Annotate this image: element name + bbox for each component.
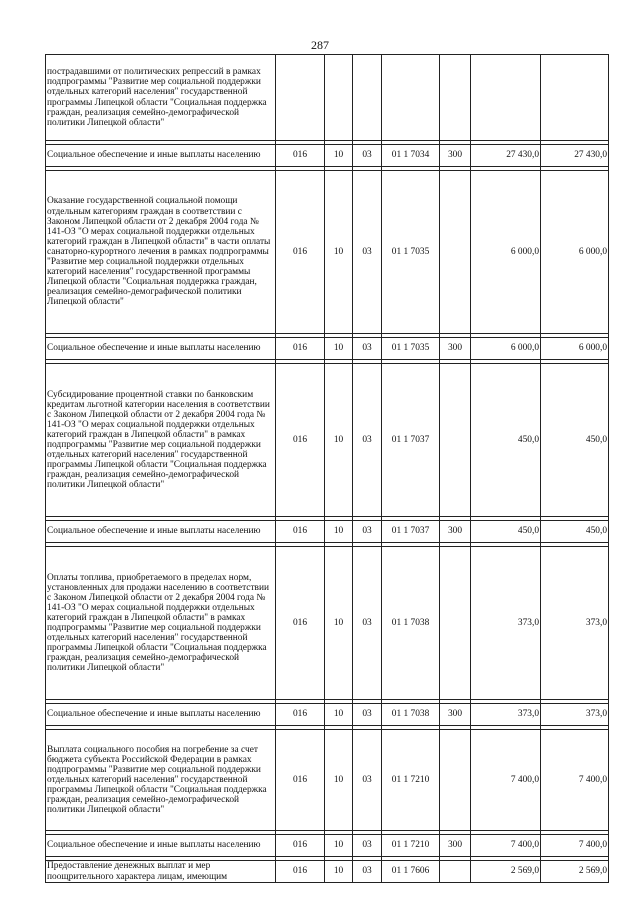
amount-2: 373,0 (541, 704, 609, 726)
subsection-code: 03 (353, 835, 382, 857)
section-code: 10 (325, 171, 353, 334)
table-row (46, 521, 609, 543)
amount-2 (541, 55, 609, 141)
amount-2: 450,0 (541, 364, 609, 517)
amount-1: 6 000,0 (471, 171, 541, 334)
amount-2: 6 000,0 (541, 171, 609, 334)
expense-type-code (440, 171, 471, 334)
budget-table (45, 54, 609, 883)
ministry-code: 016 (276, 171, 325, 334)
target-article-code: 01 1 7034 (382, 145, 440, 167)
budget-table-body (46, 55, 609, 883)
section-code: 10 (325, 730, 353, 831)
row-description: Оказание государственной социальной помощи отдельным категориям граждан в соответствии с Законом Липецкой области от 2 декабря 2004 года № 141-ОЗ "О мерах социальной поддержки отдельных категорий граждан в Липецкой области" в части оплаты санаторно-курортного лечения в рамках подпрограммы "Развитие мер социальной поддержки отдельных категорий населения" государственной программы Липецкой области "Социальная поддержка граждан, реализация семейно-демографической политики Липецкой области" (46, 171, 276, 334)
amount-2: 6 000,0 (541, 338, 609, 360)
subsection-code: 03 (353, 364, 382, 517)
amount-1: 450,0 (471, 521, 541, 543)
ministry-code: 016 (276, 145, 325, 167)
expense-type-code: 300 (440, 145, 471, 167)
section-code: 10 (325, 521, 353, 543)
amount-2: 7 400,0 (541, 730, 609, 831)
ministry-code: 016 (276, 730, 325, 831)
amount-1: 7 400,0 (471, 730, 541, 831)
section-code: 10 (325, 861, 353, 883)
table-row (46, 547, 609, 700)
row-description: Предоставление денежных выплат и мер поощрительного характера лицам, имеющим (46, 861, 276, 883)
target-article-code: 01 1 7210 (382, 835, 440, 857)
row-description: Социальное обеспечение и иные выплаты населению (46, 704, 276, 726)
table-row (46, 55, 609, 141)
table-row (46, 730, 609, 831)
section-code: 10 (325, 547, 353, 700)
row-description: Социальное обеспечение и иные выплаты населению (46, 338, 276, 360)
amount-2: 450,0 (541, 521, 609, 543)
row-description: Выплата социального пособия на погребение за счет бюджета субъекта Российской Федерации в рамках подпрограммы "Развитие мер социальной поддержки отдельных категорий населения" государственной программы Липецкой области "Социальная поддержка граждан, реализация семейно-демографической политики Липецкой области" (46, 730, 276, 831)
section-code: 10 (325, 704, 353, 726)
target-article-code: 01 1 7038 (382, 704, 440, 726)
subsection-code: 03 (353, 171, 382, 334)
target-article-code: 01 1 7035 (382, 338, 440, 360)
target-article-code: 01 1 7037 (382, 364, 440, 517)
table-row (46, 338, 609, 360)
subsection-code: 03 (353, 521, 382, 543)
expense-type-code: 300 (440, 704, 471, 726)
amount-2: 27 430,0 (541, 145, 609, 167)
row-description: Социальное обеспечение и иные выплаты населению (46, 145, 276, 167)
ministry-code: 016 (276, 521, 325, 543)
expense-type-code (440, 55, 471, 141)
amount-1: 7 400,0 (471, 835, 541, 857)
section-code: 10 (325, 145, 353, 167)
row-description: Субсидирование процентной ставки по банковским кредитам льготной категории населения в соответствии с Законом Липецкой области от 2 декабря 2004 года № 141-ОЗ "О мерах социальной поддержки отдельных категорий граждан в Липецкой области" в рамках подпрограммы "Развитие мер социальной поддержки отдельных категорий населения" государственной программы Липецкой области "Социальная поддержка граждан, реализация семейно-демографической политики Липецкой области" (46, 364, 276, 517)
subsection-code: 03 (353, 704, 382, 726)
ministry-code (276, 55, 325, 141)
amount-2: 7 400,0 (541, 835, 609, 857)
row-description: Социальное обеспечение и иные выплаты населению (46, 835, 276, 857)
amount-1: 373,0 (471, 547, 541, 700)
section-code: 10 (325, 364, 353, 517)
amount-1: 450,0 (471, 364, 541, 517)
amount-1 (471, 55, 541, 141)
target-article-code: 01 1 7037 (382, 521, 440, 543)
section-code (325, 55, 353, 141)
ministry-code: 016 (276, 704, 325, 726)
expense-type-code: 300 (440, 338, 471, 360)
page-number: 287 (311, 38, 329, 52)
row-description: пострадавшими от политических репрессий в рамках подпрограммы "Развитие мер социальной поддержки отдельных категорий населения" государственной программы Липецкой области "Социальная поддержка граждан, реализация семейно-демографической политики Липецкой области" (46, 55, 276, 141)
amount-2: 373,0 (541, 547, 609, 700)
table-row (46, 145, 609, 167)
ministry-code: 016 (276, 364, 325, 517)
row-description: Оплаты топлива, приобретаемого в пределах норм, установленных для продажи населению в соответствии с Законом Липецкой области от 2 декабря 2004 года № 141-ОЗ "О мерах социальной поддержки отдельных категорий граждан в Липецкой области" в рамках подпрограммы "Развитие мер социальной поддержки отдельных категорий населения" государственной программы Липецкой области "Социальная поддержка граждан, реализация семейно-демографической политики Липецкой области" (46, 547, 276, 700)
target-article-code (382, 55, 440, 141)
subsection-code: 03 (353, 547, 382, 700)
expense-type-code: 300 (440, 835, 471, 857)
expense-type-code (440, 730, 471, 831)
ministry-code: 016 (276, 835, 325, 857)
expense-type-code: 300 (440, 521, 471, 543)
table-row (46, 861, 609, 883)
section-code: 10 (325, 338, 353, 360)
amount-1: 2 569,0 (471, 861, 541, 883)
amount-1: 6 000,0 (471, 338, 541, 360)
table-row (46, 835, 609, 857)
subsection-code (353, 55, 382, 141)
target-article-code: 01 1 7210 (382, 730, 440, 831)
amount-2: 2 569,0 (541, 861, 609, 883)
subsection-code: 03 (353, 730, 382, 831)
expense-type-code (440, 364, 471, 517)
table-row (46, 171, 609, 334)
expense-type-code (440, 547, 471, 700)
row-description: Социальное обеспечение и иные выплаты населению (46, 521, 276, 543)
ministry-code: 016 (276, 338, 325, 360)
subsection-code: 03 (353, 861, 382, 883)
target-article-code: 01 1 7038 (382, 547, 440, 700)
section-code: 10 (325, 835, 353, 857)
target-article-code: 01 1 7606 (382, 861, 440, 883)
amount-1: 373,0 (471, 704, 541, 726)
ministry-code: 016 (276, 861, 325, 883)
table-row (46, 364, 609, 517)
subsection-code: 03 (353, 338, 382, 360)
target-article-code: 01 1 7035 (382, 171, 440, 334)
subsection-code: 03 (353, 145, 382, 167)
amount-1: 27 430,0 (471, 145, 541, 167)
table-row (46, 704, 609, 726)
ministry-code: 016 (276, 547, 325, 700)
expense-type-code (440, 861, 471, 883)
